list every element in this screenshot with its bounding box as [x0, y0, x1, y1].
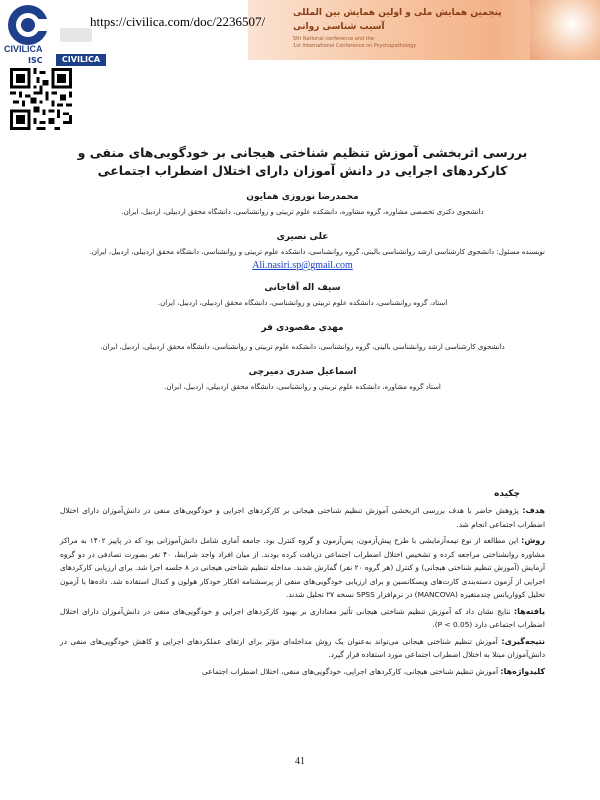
- section-text: آموزش تنظیم شناختی هیجانی، کارکردهای اجرایی، خودگویی‌های منفی، اختلال اضطراب اجتماعی: [202, 666, 499, 676]
- author-name: مهدی مقصودی فر: [261, 323, 344, 333]
- civilica-logo-text: CIVILICA: [4, 44, 43, 54]
- page-number: 41: [295, 756, 305, 767]
- section-text: این مطالعه از نوع نیمه‌آزمایشی با طرح پیش‌آزمون، پس‌آزمون و گروه کنترل بود. جامعه آماری شامل دانش‌آموزانی بود که در پاییز ۱۴۰۲ به مراکز مشاوره روانشناختی مراجعه کرده و تشخیص اختلال اضطراب اجتماعی دریافت کرده بودند. از میان افراد واجد شرایط، ۴۰ نفر بصورت تصادفی در دو گروه آزمایش (آموزش تنظیم شناختی هیجانی) و کنترل (هر گروه ۲۰ نفر) گمارش شدند. مداخله تنظیم شناختی هیجانی در ۸ جلسه اجرا شد. برای ارزیابی کارکردهای اجرایی از آزمون دسته‌بندی کارت‌های ویسکانسین و برای ارزیابی خودگویی‌های منفی از پرسشنامه افکار خودکار هولون و کندال استفاده شد. داده‌ها با آزمون تحلیل کوواریانس چندمتغیره (MANCOVA) در نرم‌افزار SPSS نسخه ۲۷ تحلیل شدند.: [60, 536, 545, 599]
- author-name: سیف اله آقاجانی: [264, 283, 341, 293]
- section-text: پژوهش حاضر با هدف بررسی اثربخشی آموزش تنظیم شناختی هیجانی بر کارکردهای اجرایی و خودگویی‌های منفی در دانش‌آموزان دارای اختلال اضطراب اجتماعی انجام شد.: [60, 506, 545, 529]
- conference-banner: [248, 0, 600, 60]
- author-name: محمدرضا نوروزی همایون: [246, 192, 359, 202]
- qr-code-icon[interactable]: [10, 68, 72, 130]
- author-email-link[interactable]: Ali.nasiri.sp@gmail.com: [252, 260, 353, 271]
- author-name: علی نصیری: [276, 232, 329, 242]
- author-affiliation: دانشجوی کارشناسی ارشد روانشناسی بالینی، گروه روانشناسی، دانشکده علوم تربیتی و روانشناسی، دانشگاه محقق اردبیلی، اردبیل، ایران.: [100, 343, 505, 351]
- partner-logos: [60, 28, 92, 42]
- abstract-findings: [60, 605, 545, 632]
- section-text: نتایج نشان داد که آموزش تنظیم شناختی هیجانی تأثیر معناداری بر بهبود کارکردهای اجرایی و خودگویی‌های منفی در دانش‌آموزان دارای اختلال اضطراب اجتماعی دارد (P < 0.05).: [60, 606, 545, 629]
- banner-subtitle-2: 1st International Conference on Psychopathology: [293, 43, 417, 49]
- banner-face-image: [530, 0, 600, 60]
- isc-logo-text: ISC: [28, 56, 43, 65]
- section-text: آموزش تنظیم شناختی هیجانی می‌تواند به‌عنوان یک روش مداخله‌ای مؤثر برای ارتقای عملکردهای اجرایی و کاهش خودگویی‌های منفی در دانش‌آموزان مبتلا به اختلال اضطراب اجتماعی مورد استفاده قرار گیرد.: [60, 636, 545, 659]
- section-label: کلیدواژه‌ها:: [500, 666, 545, 676]
- author-affiliation: استاد گروه مشاوره، دانشکده علوم تربیتی و روانشناسی، دانشگاه محقق اردبیلی، اردبیل، ایران.: [164, 383, 441, 391]
- author-affiliation: نویسنده مسئول: دانشجوی کارشناسی ارشد روانشناسی بالینی، گروه روانشناسی، دانشکده علوم تربیتی و روانشناسی، دانشگاه محقق اردبیلی، اردبیل، ایران.: [89, 248, 545, 256]
- civilica-badge: CIVILICA: [56, 54, 106, 66]
- paper-header: [60, 140, 545, 393]
- section-label: هدف:: [522, 506, 545, 515]
- author-affiliation: استاد، گروه روانشناسی، دانشکده علوم تربیتی و روانشناسی، دانشگاه محقق اردبیلی، اردبیل، ایران.: [157, 299, 448, 307]
- paper-title: بررسی اثربخشی آموزش تنظیم شناختی هیجانی بر خودگویی‌های منفی و کارکردهای اجرایی در دانش آموزان دارای اختلال اضطراب اجتماعی: [77, 145, 528, 178]
- abstract-heading: چکیده: [494, 489, 520, 499]
- section-label: روش:: [521, 536, 545, 545]
- section-label: یافته‌ها:: [513, 606, 546, 616]
- section-label: نتیجه‌گیری:: [501, 636, 545, 646]
- document-url[interactable]: https://civilica.com/doc/2236507/: [90, 14, 266, 29]
- banner-title-2: آسیب شناسی روانی: [293, 22, 385, 32]
- civilica-logo-icon: [6, 3, 50, 47]
- abstract-keywords: [60, 665, 545, 679]
- abstract-conclusion: [60, 635, 545, 662]
- abstract-body: [60, 504, 545, 681]
- banner-title-1: پنجمین همایش ملی و اولین همایش بین المللی: [293, 8, 502, 18]
- author-affiliation: دانشجوی دکتری تخصصی مشاوره، گروه مشاوره، دانشکده علوم تربیتی و روانشناسی، دانشگاه محقق اردبیلی، اردبیل، ایران.: [121, 208, 484, 216]
- banner-subtitle-1: 5th National conference and the: [293, 36, 374, 42]
- abstract-method: [60, 534, 545, 602]
- abstract-aim: [60, 504, 545, 531]
- author-name: اسماعیل صدری دمیرچی: [248, 367, 357, 377]
